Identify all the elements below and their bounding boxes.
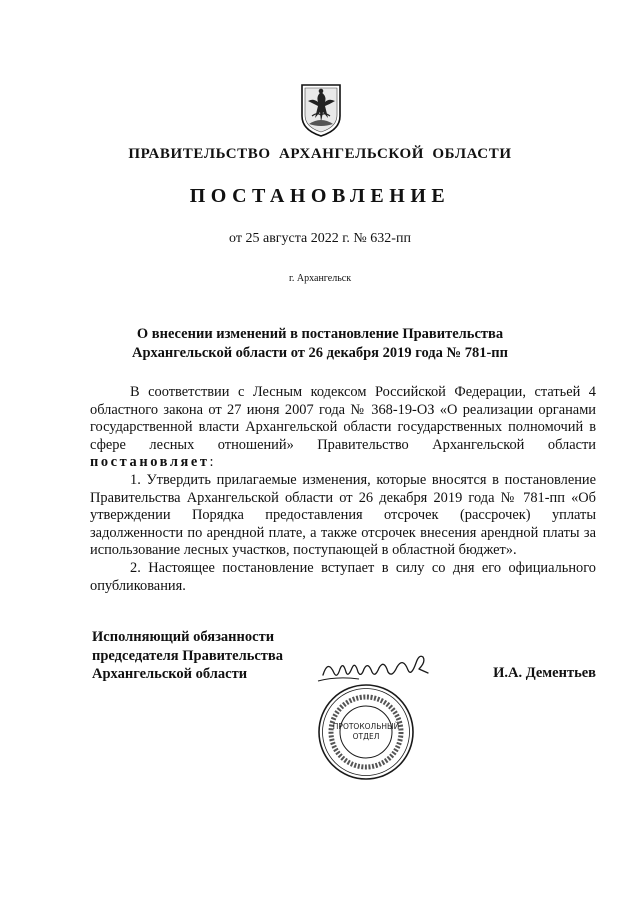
decree-word: постановляет [90,454,210,471]
official-stamp [316,682,416,782]
stamp-center-line-1: ПРОТОКОЛЬНЫЙ [332,722,400,731]
signatory-position-line-2: председателя Правительства [92,647,284,664]
preamble-paragraph [90,384,596,472]
signatory-position-line-1: Исполняющий обязанности [92,629,275,645]
signatory-position-line-3: Архангельской области [92,666,248,682]
document-type-title: ПОСТАНОВЛЕНИЕ [189,185,451,207]
stamp-center-line-2: ОТДЕЛ [352,732,380,741]
coat-of-arms-emblem [299,82,343,138]
document-date-number: от 25 августа 2022 г. № 632-пп [229,231,411,246]
item-2-paragraph: 2. Настоящее постановление вступает в силу со дня его официального опубликования. [90,559,596,594]
decree-suffix: : [209,454,214,471]
document-subject: О внесении изменений в постановление Правительства Архангельской области от 26 декабря 2019 года № 781-пп [132,326,508,361]
preamble-text: В соответствии с Лесным кодексом Российской Федерации, статьей 4 областного закона от 27 июня 2007 года № 368-19-ОЗ «О реализации органами государственной власти Архангельской области государственных полномочий в сфере лесных отношений» Правительство Архангельской области [90,384,596,453]
document-place: г. Архангельск [288,273,352,284]
item-1-paragraph: 1. Утвердить прилагаемые изменения, которые вносятся в постановление Правительства Архангельской области от 26 декабря 2019 года № 781-пп «Об утверждении Порядка предоставления отсрочек (рассрочек) уплаты задолженности по арендной плате, а также отсрочек внесения арендной платы за использование лесных участков, поступающей в областной бюджет». [90,471,596,559]
signatory-name: И.А. Дементьев [493,665,596,681]
government-title: ПРАВИТЕЛЬСТВО АРХАНГЕЛЬСКОЙ ОБЛАСТИ [128,146,512,162]
signatory-position [92,628,332,684]
document-body [90,384,596,595]
